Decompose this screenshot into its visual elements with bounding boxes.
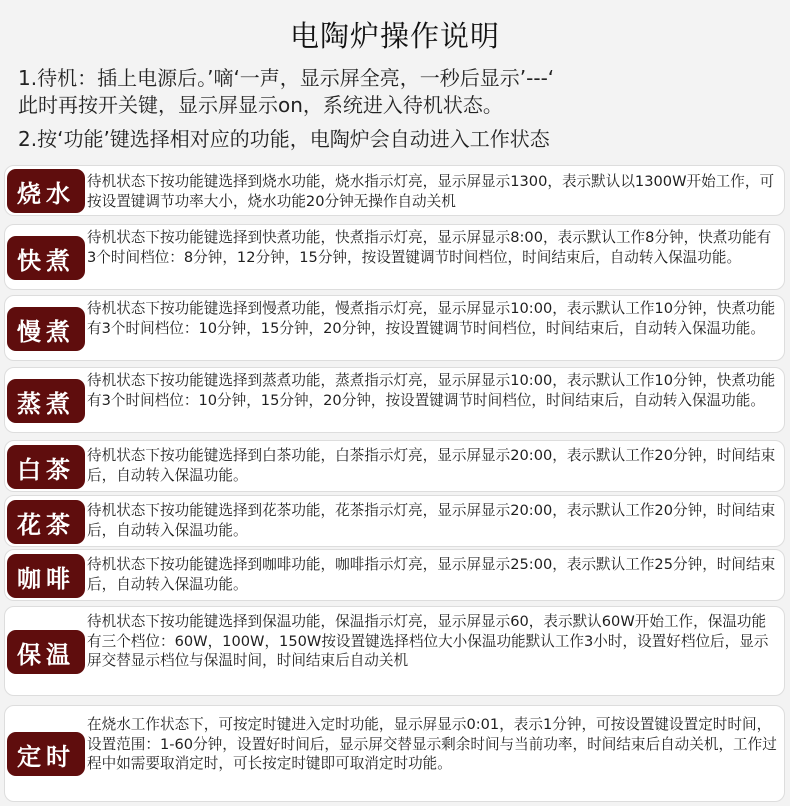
- function-row-steam: [4, 367, 785, 433]
- intro-function: 2.按‘功能’键选择相对应的功能，电陶炉会自动进入工作状态: [18, 127, 550, 151]
- function-description: 待机状态下按功能键选择到快煮功能，快煮指示灯亮，显示屏显示8:00，表示默认工作8分钟，快煮功能有3个时间档位：8分钟，12分钟，15分钟，按设置键调节时间档位，时间结束后，自动转入保温功能。: [87, 229, 772, 266]
- function-tag: 花茶: [7, 500, 85, 544]
- function-description: 待机状态下按功能键选择到咖啡功能，咖啡指示灯亮，显示屏显示25:00，表示默认工作25分钟，时间结束后，自动转入保温功能。: [87, 556, 776, 593]
- function-tag: 咖啡: [7, 554, 85, 598]
- function-tag: 定时: [7, 732, 85, 776]
- function-tag: 慢煮: [7, 307, 85, 351]
- function-description: 待机状态下按功能键选择到保温功能，保温指示灯亮，显示屏显示60，表示默认60W开始工作，保温功能有三个档位：60W，100W，150W按设置键选择档位大小保温功能默认工作3小时，设置好档位后，显示屏交替显示档位与保温时间，时间结束后自动关机: [87, 613, 769, 669]
- function-description: 待机状态下按功能键选择到烧水功能，烧水指示灯亮，显示屏显示1300，表示默认以1300W开始工作，可按设置键调节功率大小，烧水功能20分钟无操作自动关机: [87, 173, 775, 210]
- intro-line-1: 1.待机：插上电源后。’嘀‘一声，显示屏全亮，一秒后显示’---‘: [18, 66, 555, 90]
- function-row-white-tea: [4, 440, 785, 492]
- page-title: 电陶炉操作说明: [289, 19, 500, 53]
- function-row-slow-cook: [4, 295, 785, 361]
- function-description: 待机状态下按功能键选择到蒸煮功能，蒸煮指示灯亮，显示屏显示10:00，表示默认工作10分钟，快煮功能有3个时间档位：10分钟，15分钟，20分钟，按设置键调节时间档位，时间结束后，自动转入保温功能。: [87, 372, 776, 409]
- function-row-keep-warm: [4, 606, 785, 696]
- function-tag: 烧水: [7, 169, 85, 213]
- function-tag: 保温: [7, 630, 85, 674]
- function-description: 待机状态下按功能键选择到花茶功能，花茶指示灯亮，显示屏显示20:00，表示默认工作20分钟，时间结束后，自动转入保温功能。: [87, 502, 776, 539]
- intro-line-2: 此时再按开关键，显示屏显示on，系统进入待机状态。: [18, 93, 503, 117]
- function-tag: 蒸煮: [7, 379, 85, 423]
- function-description: 在烧水工作状态下，可按定时键进入定时功能，显示屏显示0:01，表示1分钟，可按设置键设置定时时间，设置范围：1-60分钟，设置好时间后，显示屏交替显示剩余时间与当前功率，时间结束后自动关机，工作过程中如需要取消定时，可长按定时键即可取消定时功能。: [87, 716, 777, 772]
- function-description: 待机状态下按功能键选择到白茶功能，白茶指示灯亮，显示屏显示20:00，表示默认工作20分钟，时间结束后，自动转入保温功能。: [87, 447, 776, 484]
- function-description: 待机状态下按功能键选择到慢煮功能，慢煮指示灯亮，显示屏显示10:00，表示默认工作10分钟，快煮功能有3个时间档位：10分钟，15分钟，20分钟，按设置键调节时间档位，时间结束后，自动转入保温功能。: [87, 300, 776, 337]
- function-row-quick-cook: [4, 224, 785, 290]
- function-row-boil-water: [4, 165, 785, 216]
- intro-standby: [18, 65, 554, 119]
- function-tag: 快煮: [7, 236, 85, 280]
- function-row-coffee: [4, 549, 785, 601]
- function-row-flower-tea: [4, 495, 785, 547]
- function-row-timer: [4, 705, 785, 802]
- function-tag: 白茶: [7, 445, 85, 489]
